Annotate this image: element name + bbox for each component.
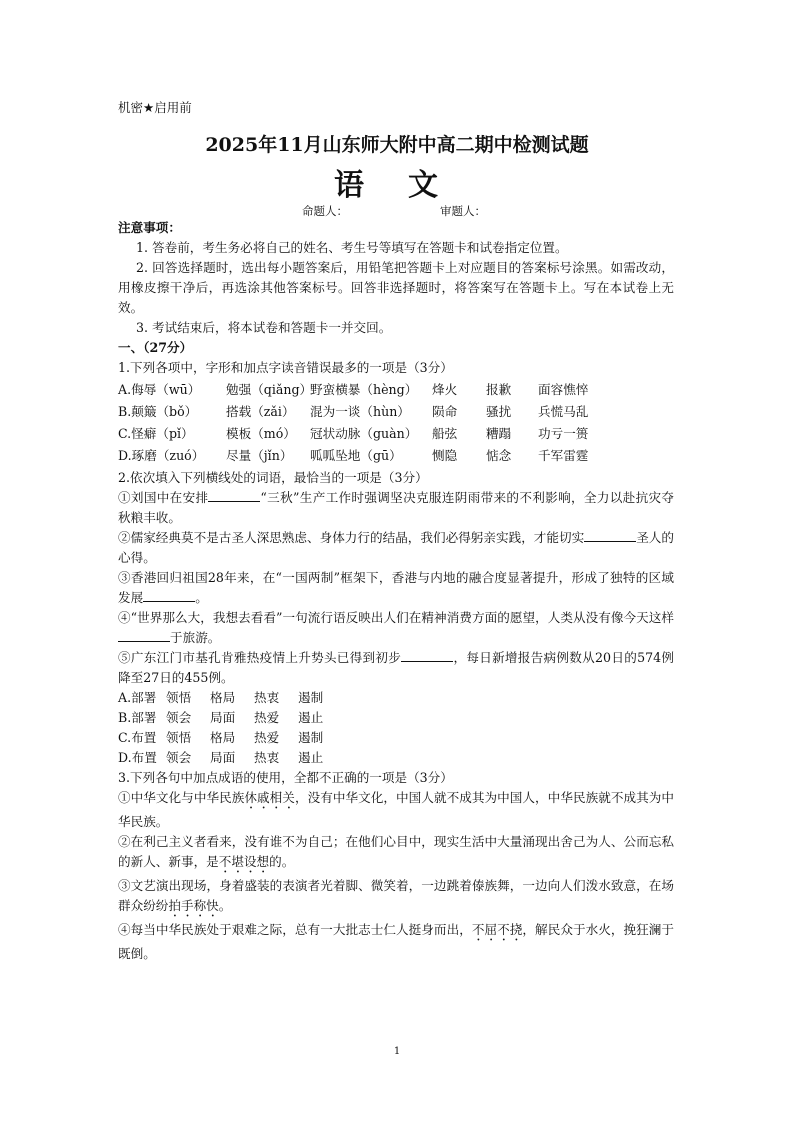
option-cell: 遏止: [298, 750, 324, 765]
sentence-text: ，没有中华文化，中国人就不成其为中国人，中华民族就不成其为中华民族。: [118, 790, 675, 829]
q3-sentence-4: [118, 920, 674, 964]
option-cell: 报歉: [486, 382, 512, 397]
q2-option-c: [118, 728, 674, 748]
option-cell: 恻隐: [432, 448, 458, 463]
option-cell: C.怪癖（pǐ）: [118, 426, 194, 441]
option-cell: D.琢磨（zuó）: [118, 448, 205, 463]
option-cell: 遏止: [298, 710, 324, 725]
exam-title: 2025年11月山东师大附中高二期中检测试题: [205, 134, 589, 156]
fill-blank: [401, 649, 453, 662]
sentence-text: 。: [218, 898, 232, 913]
sentence-text: ④“世界那么大，我想去看看”一句流行语反映出人们在精神消费方面的愿望，人类从没有像今天这样: [118, 610, 674, 625]
sentence-text: ③香港回归祖国28年来，在“一国两制”框架下，香港与内地的融合度显著提升，形成了独特的区域发展: [118, 570, 674, 605]
q3-sentence-3: [118, 876, 674, 920]
q1-stem: 1.下列各项中，字形和加点字读音错误最多的一项是（3分）: [118, 360, 453, 375]
option-cell: 热衷: [254, 750, 280, 765]
option-cell: 领会: [166, 750, 192, 765]
option-cell: 热衷: [254, 690, 280, 705]
option-cell: 船弦: [432, 426, 458, 441]
dotted-idiom: 拍手称快: [168, 898, 219, 913]
sentence-text: ④每当中华民族处于艰难之际，总有一大批志士仁人挺身而出，: [118, 922, 472, 937]
option-cell: C.布置: [118, 730, 157, 745]
option-cell: 面容憔悴: [538, 382, 589, 397]
option-cell: 格局: [210, 730, 236, 745]
option-cell: 领悟: [166, 730, 192, 745]
option-cell: B.部署: [118, 710, 157, 725]
q2-stem: 2.依次填入下列横线处的词语，最恰当的一项是（3分）: [118, 470, 428, 485]
authors-line: [302, 203, 486, 219]
option-cell: 糟蹋: [486, 426, 512, 441]
confidential-mark: 机密★启用前: [118, 100, 192, 115]
sentence-text: ②儒家经典莫不是古圣人深思熟虑、身体力行的结晶，我们必得躬亲实践，才能切实: [118, 530, 585, 545]
reviewer-label: 审题人：: [440, 204, 486, 218]
q3-sentence-2: [118, 832, 674, 876]
option-cell: 烽火: [432, 382, 458, 397]
option-cell: 野蛮横暴（hèng）: [310, 382, 418, 397]
dotted-idiom: 不堪设想: [218, 854, 270, 869]
sentence-text: ①中华文化与中华民族: [118, 790, 245, 805]
option-cell: 呱呱坠地（gū）: [310, 448, 402, 463]
q2-option-a: [118, 688, 674, 708]
q3-stem: 3.下列各句中加点成语的使用，全都不正确的一项是（3分）: [118, 770, 453, 785]
sentence-text: ⑤广东江门市基孔肯雅热疫情上升势头已得到初步: [118, 650, 402, 665]
option-cell: 冠状动脉（guàn）: [310, 426, 418, 441]
q1-option-c: [118, 424, 674, 444]
option-cell: 遏制: [298, 690, 324, 705]
sentence-text: 。: [195, 590, 208, 605]
option-cell: 混为一谈（hùn）: [310, 404, 410, 419]
q1-option-a: [118, 380, 674, 400]
option-cell: 局面: [210, 750, 236, 765]
dotted-idiom: 不屈不挠: [471, 922, 523, 937]
option-cell: 热爱: [254, 710, 280, 725]
sentence-text: 圣人的心得。: [118, 530, 675, 565]
option-cell: 千军雷霆: [538, 448, 589, 463]
subject-title: 语文: [334, 168, 482, 203]
option-cell: 搭载（zǎi）: [226, 404, 295, 419]
option-cell: B.颠簸（bǒ）: [118, 404, 198, 419]
option-cell: 热爱: [254, 730, 280, 745]
sentence-text: ①刘国中在安排: [118, 490, 209, 505]
fill-blank: [118, 629, 170, 642]
q1-option-d: [118, 446, 674, 466]
q2-sentence-4: [118, 608, 674, 648]
exam-content: [118, 218, 674, 964]
option-cell: 惦念: [486, 448, 512, 463]
fill-blank: [584, 529, 636, 542]
fill-blank: [208, 489, 260, 502]
q3-sentence-1: [118, 788, 674, 832]
q2-option-d: [118, 748, 674, 768]
option-cell: A.部署: [118, 690, 157, 705]
sentence-text: 于旅游。: [170, 630, 221, 645]
fill-blank: [143, 589, 195, 602]
author-label: 命题人：: [302, 204, 348, 218]
sentence-text: ②在利己主义者看来，没有谁不为自己；在他们心目中，现实生活中大量涌现出舍己为人、公而忘私的新人、新事，是: [118, 834, 674, 869]
option-cell: 格局: [210, 690, 236, 705]
dotted-idiom: 休戚相关: [244, 790, 295, 805]
option-cell: 局面: [210, 710, 236, 725]
notice-item-3: 3. 考试结束后，将本试卷和答题卡一并交回。: [136, 320, 392, 335]
q1-option-b: [118, 402, 674, 422]
page-number: 1: [393, 1046, 401, 1057]
option-cell: 领会: [166, 710, 192, 725]
sentence-text: ，解民众于水火，挽狂澜于既倒。: [118, 922, 675, 961]
option-cell: 勉强（qiǎng）: [226, 382, 313, 397]
option-cell: 功亏一篑: [538, 426, 589, 441]
sentence-text: “三秋”生产工作时强调坚决克服连阴雨带来的不利影响，全力以赴抗灾夺秋粮丰收。: [118, 490, 674, 525]
q2-sentence-1: [118, 488, 674, 528]
section-heading: 一、（27分）: [118, 340, 193, 355]
notice-heading: 注意事项：: [118, 220, 181, 235]
sentence-text: ③文艺演出现场，身着盛装的表演者光着脚、微笑着，一边跳着傣族舞，一边向人们泼水致意，在场群众纷纷: [118, 878, 674, 913]
notice-item-1: 1. 答卷前，考生务必将自己的姓名、考生号等填写在答题卡和试卷指定位置。: [136, 240, 568, 255]
q2-sentence-3: [118, 568, 674, 608]
option-cell: 遏制: [298, 730, 324, 745]
option-cell: 尽量（jǐn）: [226, 448, 293, 463]
q2-option-b: [118, 708, 674, 728]
option-cell: 陨命: [432, 404, 458, 419]
q2-sentence-2: [118, 528, 674, 568]
option-cell: 骚扰: [486, 404, 512, 419]
q2-sentence-5: [118, 648, 674, 688]
option-cell: D.布置: [118, 750, 157, 765]
option-cell: 兵慌马乱: [538, 404, 589, 419]
option-cell: 领悟: [166, 690, 192, 705]
sentence-text: 的。: [269, 854, 295, 869]
sentence-text: ，每日新增报告病例数从20日的574例降至27日的455例。: [118, 650, 674, 685]
option-cell: 模板（mó）: [226, 426, 296, 441]
notice-item-2: 2. 回答选择题时，选出每小题答案后，用铅笔把答题卡上对应题目的答案标号涂黑。如需改动，用橡皮擦干净后，再选涂其他答案标号。回答非选择题时，将答案写在答题卡上。写在本试卷上无效。: [118, 260, 674, 315]
option-cell: A.侮辱（wū）: [118, 382, 201, 397]
